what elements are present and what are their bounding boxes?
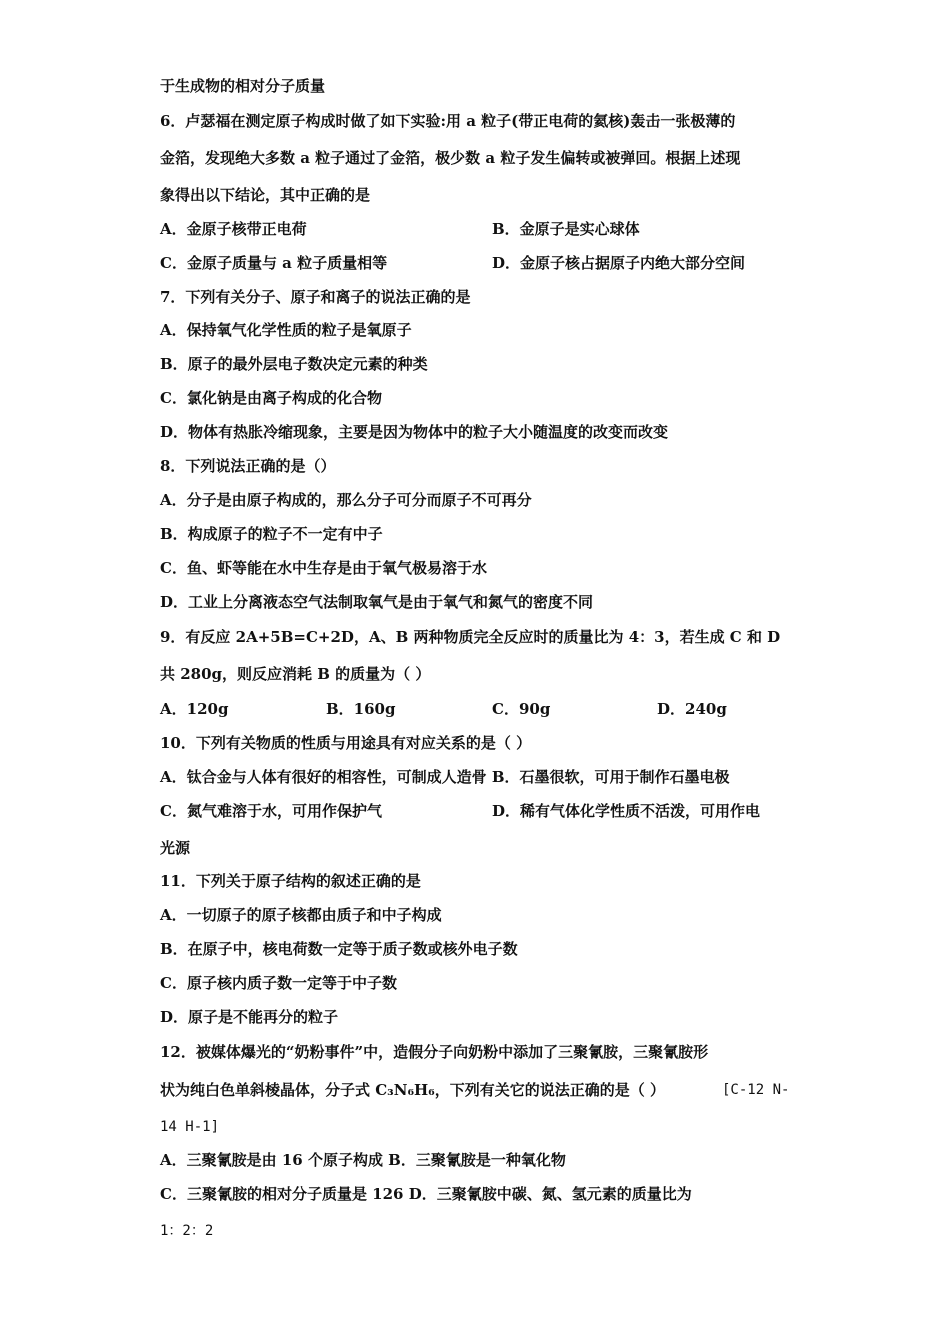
question-6-option-a: A．金原子核带正电荷: [160, 220, 307, 238]
question-12-option-ab: A．三聚氰胺是由 16 个原子构成 B．三聚氰胺是一种氧化物: [160, 1151, 566, 1169]
question-11-option-d: D．原子是不能再分的粒子: [160, 1008, 339, 1026]
question-9-stem: 9．有反应 2A+5B=C+2D，A、B 两种物质完全反应时的质量比为 4：3，若生成 C 和 D: [160, 628, 781, 646]
question-6-stem: 金箔，发现绝大多数 a 粒子通过了金箔，极少数 a 粒子发生偏转或被弹回。根据上述现: [160, 149, 741, 167]
question-12-stem-note: 14 H-1]: [160, 1119, 220, 1135]
question-6-option-d: D．金原子核占据原子内绝大部分空间: [492, 254, 746, 272]
question-7-option-d: D．物体有热胀冷缩现象，主要是因为物体中的粒子大小随温度的改变而改变: [160, 423, 669, 441]
question-12-option-d-cont: 1：2：2: [160, 1223, 214, 1239]
question-12-option-cd: C．三聚氰胺的相对分子质量是 126 D．三聚氰胺中碳、氮、氢元素的质量比为: [160, 1185, 692, 1203]
question-9-option-b: B．160g: [326, 700, 396, 718]
question-10-option-d: D．稀有气体化学性质不活泼，可用作电: [492, 802, 761, 820]
question-11-stem: 11．下列关于原子结构的叙述正确的是: [160, 872, 421, 890]
question-7-stem: 7．下列有关分子、原子和离子的说法正确的是: [160, 288, 471, 306]
question-8-option-d: D．工业上分离液态空气法制取氧气是由于氧气和氮气的密度不同: [160, 593, 594, 611]
question-8-option-b: B．构成原子的粒子不一定有中子: [160, 525, 383, 543]
question-9-stem: 共 280g，则反应消耗 B 的质量为（ ）: [160, 665, 431, 683]
question-9-option-d: D．240g: [657, 700, 727, 718]
question-9-option-c: C．90g: [492, 700, 551, 718]
text-line: 于生成物的相对分子质量: [160, 77, 326, 95]
question-10-option-d-cont: 光源: [160, 839, 191, 857]
question-12-stem: 12．被媒体爆光的“奶粉事件”中，造假分子向奶粉中添加了三聚氰胺，三聚氰胺形: [160, 1043, 709, 1061]
question-11-option-b: B．在原子中，核电荷数一定等于质子数或核外电子数: [160, 940, 518, 958]
question-6-option-c: C．金原子质量与 a 粒子质量相等: [160, 254, 388, 272]
question-12-stem: 状为纯白色单斜棱晶体，分子式 C₃N₆H₆，下列有关它的说法正确的是（ ）: [160, 1081, 665, 1099]
question-7-option-b: B．原子的最外层电子数决定元素的种类: [160, 355, 428, 373]
question-12-stem-note: [C-12 N-: [722, 1082, 790, 1098]
question-11-option-a: A．一切原子的原子核都由质子和中子构成: [160, 906, 442, 924]
question-9-option-a: A．120g: [160, 700, 229, 718]
question-6-stem: 6．卢瑟福在测定原子构成时做了如下实验:用 a 粒子(带正电荷的氦核)轰击一张极薄的: [160, 112, 736, 130]
question-8-stem: 8．下列说法正确的是（）: [160, 457, 336, 475]
question-7-option-a: A．保持氧气化学性质的粒子是氧原子: [160, 321, 412, 339]
question-10-option-ab: A．钛合金与人体有很好的相容性，可制成人造骨 B．石墨很软，可用于制作石墨电极: [160, 768, 730, 786]
question-10-option-c: C．氮气难溶于水，可用作保护气: [160, 802, 382, 820]
question-8-option-a: A．分子是由原子构成的，那么分子可分而原子不可再分: [160, 491, 532, 509]
question-6-stem: 象得出以下结论，其中正确的是: [160, 186, 371, 204]
question-8-option-c: C．鱼、虾等能在水中生存是由于氧气极易溶于水: [160, 559, 487, 577]
question-7-option-c: C．氯化钠是由离子构成的化合物: [160, 389, 382, 407]
question-6-option-b: B．金原子是实心球体: [492, 220, 640, 238]
question-11-option-c: C．原子核内质子数一定等于中子数: [160, 974, 397, 992]
question-10-stem: 10．下列有关物质的性质与用途具有对应关系的是（ ）: [160, 734, 532, 752]
